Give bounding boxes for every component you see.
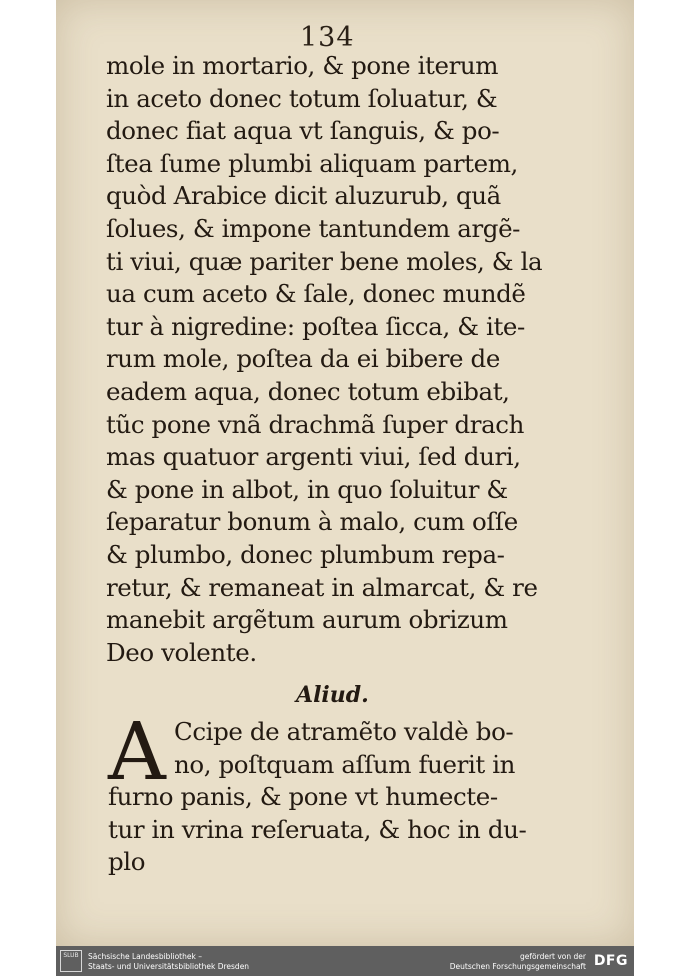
text-line: no, poſtquam aſſum fuerit in [174,749,516,779]
text-line: & pone in albot, in quo ſoluitur & [106,474,508,504]
library-credit [88,952,249,972]
text-line: rum mole, poſtea da ei bibere de [106,344,500,374]
text-line: plo [108,847,146,877]
funding-line-2: Deutschen Forschungsgemeinschaft [449,962,586,971]
text-line: ſtea ſume plumbi aliquam partem, [106,148,518,178]
text-line: Deo volente. [106,637,257,667]
text-line: quòd Arabice dicit aluzurub, quã [106,181,501,211]
text-line: retur, & remaneat in almarcat, & re [106,572,538,602]
page-number: 134 [300,22,355,53]
slub-logo-icon: SLUB [60,950,82,972]
footer-bar [56,946,634,976]
text-line: mole in mortario, & pone iterum [106,51,499,80]
text-line: ti viui, quæ pariter bene moles, & la [106,246,543,276]
text-line: eadem aqua, donec totum ebibat, [106,376,510,406]
text-line: tur in vrina reſeruata, & hoc in du- [108,814,527,844]
body-text [106,50,546,669]
text-line: in aceto donec totum ſoluatur, & [106,83,498,113]
funding-line-1: gefördert von der [520,952,586,961]
drop-cap: A [108,705,166,798]
funding-credit [450,952,586,972]
text-line: tũc pone vnã drachmã ſuper drach [106,409,525,439]
text-line: ſolues, & impone tantundem argẽ- [106,213,521,243]
text-line: furno panis, & pone vt humecte- [108,782,498,812]
library-line-1: Sächsische Landesbibliothek – [88,952,202,961]
library-line-2: Staats- und Universitätsbibliothek Dresden [88,962,250,971]
text-line: ua cum aceto & ſale, donec mundẽ [106,279,526,309]
text-line: mas quatuor argenti viui, ſed duri, [106,442,521,472]
text-line: tur à nigredine: poſtea ſicca, & ite- [106,311,525,341]
text-line: ſeparatur bonum à malo, cum oſſe [106,507,518,537]
text-line: & plumbo, donec plumbum repa- [106,539,505,569]
text-line: donec fiat aqua vt ſanguis, & po- [106,116,500,146]
dfg-logo: DFG [593,953,628,969]
second-paragraph [108,716,548,879]
text-line: manebit argẽtum aurum obrizum [106,605,508,635]
section-heading: Aliud. [296,682,369,708]
text-line: Ccipe de atramẽto valdè bo- [174,717,514,746]
